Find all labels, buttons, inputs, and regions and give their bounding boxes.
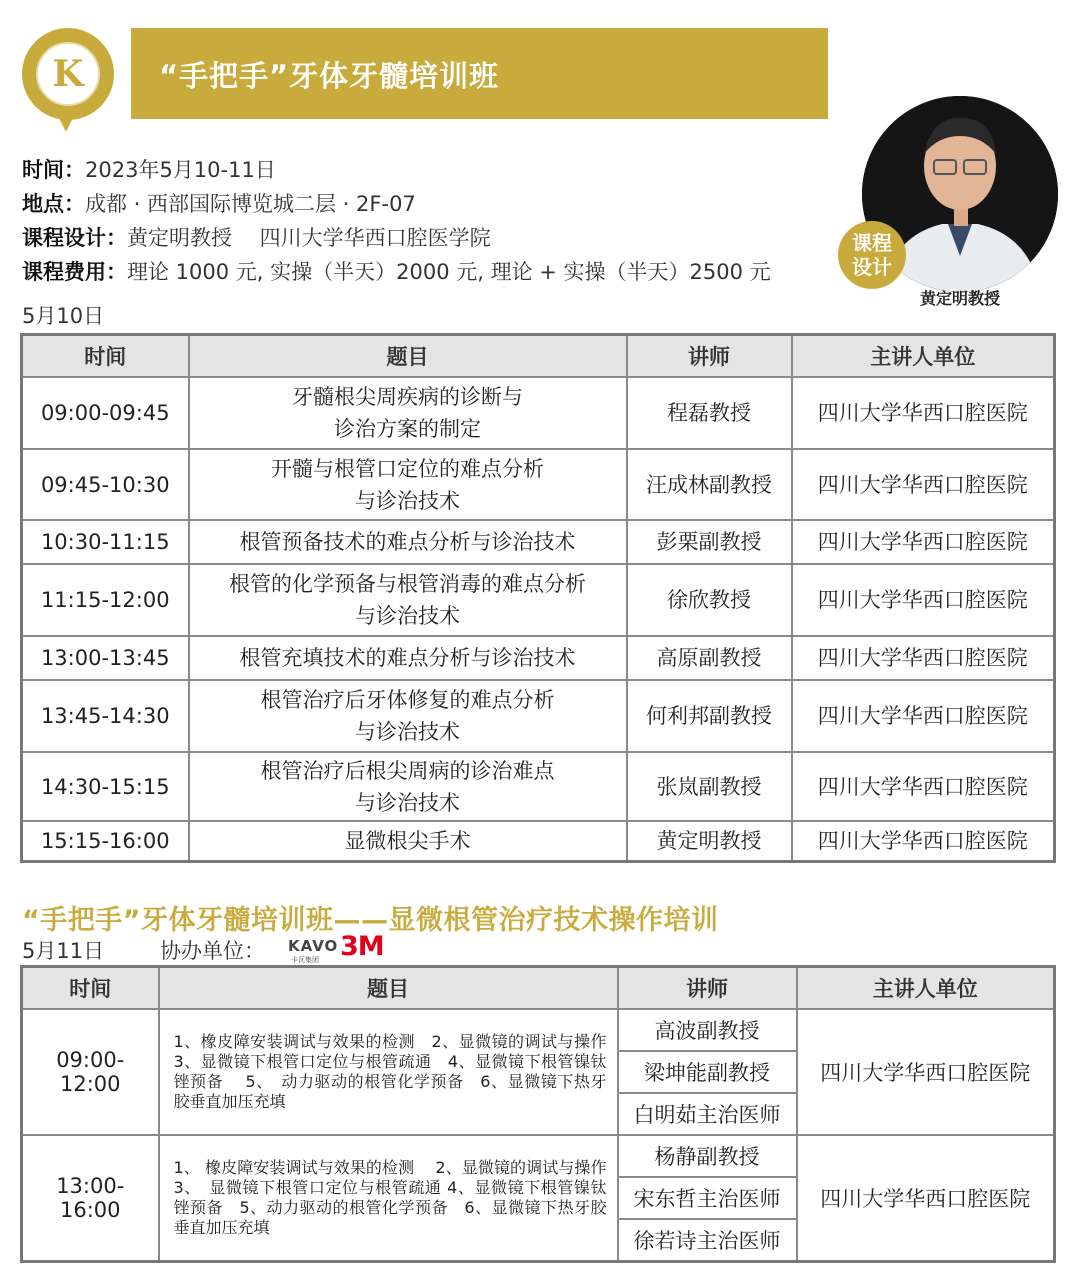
table-row <box>22 680 1055 752</box>
cell-lecturer: 汪成林副教授 <box>627 449 792 520</box>
cell-lecturer: 何利邦副教授 <box>627 680 792 752</box>
kavo-logo-sub: 卡瓦集团 <box>291 956 319 964</box>
day1-date: 5月10日 <box>22 304 105 328</box>
table-header-row <box>22 967 1055 1010</box>
table-row <box>22 520 1055 564</box>
cell-topic: 根管的化学预备与根管消毒的难点分析 与诊治技术 <box>189 564 627 636</box>
day1-schedule-table <box>20 333 1056 863</box>
designer-name: 黄定明教授 <box>919 289 1000 308</box>
cell-lecturer: 黄定明教授 <box>627 821 792 861</box>
cell-unit: 四川大学华西口腔医院 <box>792 564 1055 636</box>
cell-lecturer: 彭栗副教授 <box>627 520 792 564</box>
cell-unit: 四川大学华西口腔医院 <box>792 752 1055 821</box>
cell-topic: 1、橡皮障安装调试与效果的检测 2、显微镜的调试与操作 3、显微镜下根管口定位与根管疏通 4、显微镜下根管镍钛锉预备 5、 动力驱动的根管化学预备 6、显微镜下热牙胶垂直加压充填 <box>159 1009 618 1135</box>
logo-pointer <box>54 108 78 132</box>
cell-topic: 开髓与根管口定位的难点分析 与诊治技术 <box>189 449 627 520</box>
col-time: 时间 <box>22 967 159 1010</box>
col-lecturer: 讲师 <box>627 335 792 378</box>
cell-time: 13:00-16:00 <box>22 1135 159 1261</box>
col-unit: 主讲人单位 <box>792 335 1055 378</box>
cell-time: 13:45-14:30 <box>22 680 189 752</box>
cell-time: 10:30-11:15 <box>22 520 189 564</box>
cell-lecturer: 徐若诗主治医师 <box>618 1219 797 1261</box>
cell-lecturer: 梁坤能副教授 <box>618 1051 797 1093</box>
logo-k-icon: K <box>36 42 100 106</box>
cell-topic: 根管充填技术的难点分析与诊治技术 <box>189 636 627 680</box>
cell-unit: 四川大学华西口腔医院 <box>797 1135 1055 1261</box>
cell-lecturer: 白明茹主治医师 <box>618 1093 797 1135</box>
info-time: 时间：2023年5月10-11日 <box>22 158 276 182</box>
day2-subtitle: “手把手”牙体牙髓培训班——显微根管治疗技术操作培训 <box>22 905 719 936</box>
cell-lecturer: 高原副教授 <box>627 636 792 680</box>
table-row <box>22 636 1055 680</box>
info-location: 地点：成都 · 西部国际博览城二层 · 2F-07 <box>22 192 416 216</box>
page-title: “手把手”牙体牙髓培训班 <box>159 59 500 93</box>
day2-date: 5月11日 <box>22 939 105 963</box>
cell-time: 15:15-16:00 <box>22 821 189 861</box>
table-row <box>22 1135 1055 1177</box>
col-topic: 题目 <box>159 967 618 1010</box>
cell-lecturer: 张岚副教授 <box>627 752 792 821</box>
col-topic: 题目 <box>189 335 627 378</box>
cell-unit: 四川大学华西口腔医院 <box>797 1009 1055 1135</box>
table-header-row <box>22 335 1055 378</box>
cell-time: 14:30-15:15 <box>22 752 189 821</box>
cell-time: 09:00-09:45 <box>22 377 189 449</box>
col-time: 时间 <box>22 335 189 378</box>
title-banner <box>131 28 828 119</box>
3m-logo: 3M <box>340 931 384 962</box>
cell-unit: 四川大学华西口腔医院 <box>792 821 1055 861</box>
cohost-label: 协办单位： <box>160 939 265 963</box>
cell-topic: 1、 橡皮障安装调试与效果的检测 2、显微镜的调试与操作 3、 显微镜下根管口定位与根管疏通 4、显微镜下根管镍钛锉预备 5、动力驱动的根管化学预备 6、显微镜下热牙胶垂直加压充填 <box>159 1135 618 1261</box>
course-design-badge: 课程 设计 <box>838 221 906 289</box>
cell-unit: 四川大学华西口腔医院 <box>792 680 1055 752</box>
table-row <box>22 449 1055 520</box>
table-row <box>22 752 1055 821</box>
cell-topic: 牙髓根尖周疾病的诊断与 诊治方案的制定 <box>189 377 627 449</box>
col-unit: 主讲人单位 <box>797 967 1055 1010</box>
cell-time: 13:00-13:45 <box>22 636 189 680</box>
col-lecturer: 讲师 <box>618 967 797 1010</box>
cell-unit: 四川大学华西口腔医院 <box>792 520 1055 564</box>
cell-lecturer: 高波副教授 <box>618 1009 797 1051</box>
cell-topic: 根管治疗后牙体修复的难点分析 与诊治技术 <box>189 680 627 752</box>
cell-unit: 四川大学华西口腔医院 <box>792 636 1055 680</box>
cell-lecturer: 宋东哲主治医师 <box>618 1177 797 1219</box>
cell-topic: 显微根尖手术 <box>189 821 627 861</box>
cell-topic: 根管治疗后根尖周病的诊治难点 与诊治技术 <box>189 752 627 821</box>
cell-lecturer: 徐欣教授 <box>627 564 792 636</box>
day2-schedule-table <box>20 965 1056 1263</box>
cell-time: 09:45-10:30 <box>22 449 189 520</box>
table-row <box>22 377 1055 449</box>
info-designer: 课程设计：黄定明教授 四川大学华西口腔医学院 <box>22 226 491 250</box>
cell-lecturer: 程磊教授 <box>627 377 792 449</box>
table-row <box>22 821 1055 861</box>
cell-lecturer: 杨静副教授 <box>618 1135 797 1177</box>
table-row <box>22 1009 1055 1051</box>
cell-time: 11:15-12:00 <box>22 564 189 636</box>
cell-unit: 四川大学华西口腔医院 <box>792 377 1055 449</box>
kavo-logo: KAVO <box>288 937 339 955</box>
cell-time: 09:00-12:00 <box>22 1009 159 1135</box>
table-row <box>22 564 1055 636</box>
info-fee: 课程费用：理论 1000 元, 实操（半天）2000 元, 理论 + 实操（半天）2500 元 <box>22 260 771 284</box>
cell-topic: 根管预备技术的难点分析与诊治技术 <box>189 520 627 564</box>
cell-unit: 四川大学华西口腔医院 <box>792 449 1055 520</box>
